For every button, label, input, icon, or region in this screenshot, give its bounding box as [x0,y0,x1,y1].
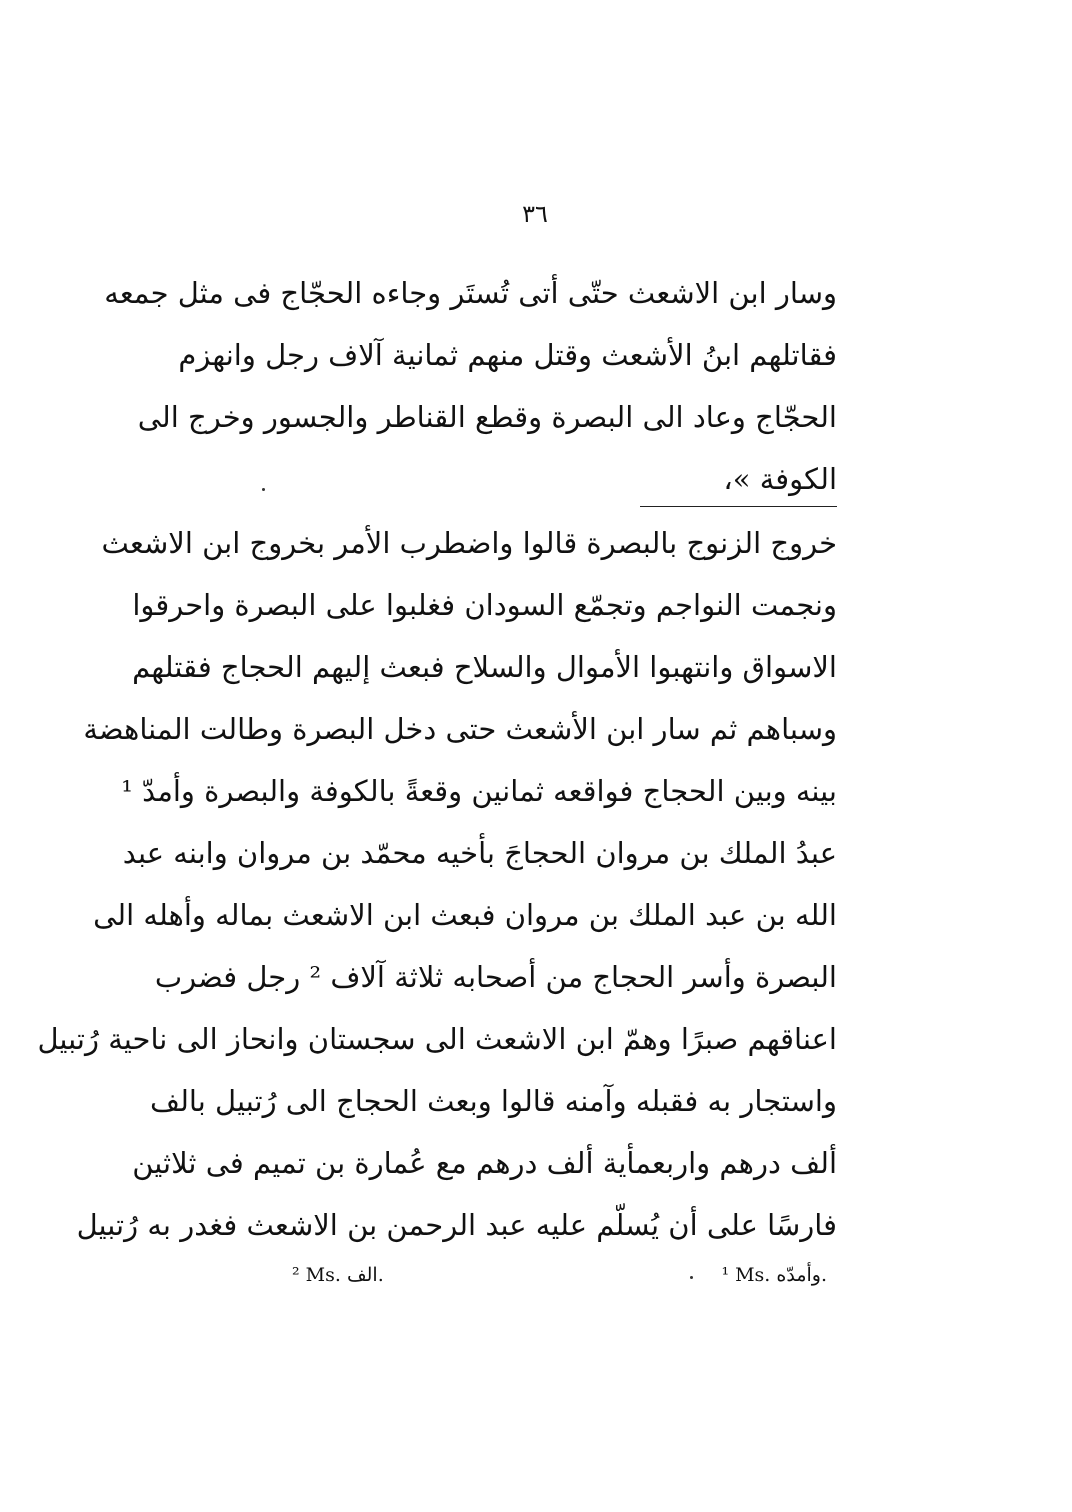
text-line: واستجار به فقبله وآمنه قالوا وبعث الحجاج الى رُتبيل بالف [150,1084,837,1118]
paragraph-1 [104,262,837,510]
scan-speck [690,1276,693,1279]
text-line: الله بن عبد الملك بن مروان فبعث ابن الاشعث بماله وأهله الى [93,898,837,932]
text-line: ونجمت النواجم وتجمّع السودان فغلبوا على البصرة واحرقوا [132,588,837,622]
text-line: الاسواق وانتهبوا الأموال والسلاح فبعث إليهم الحجاج فقتلهم [132,650,837,684]
page-number: ٣٦ [522,200,548,228]
section-divider [640,506,837,507]
text-line: فارسًا على أن يُسلّم عليه عبد الرحمن بن الاشعث فغدر به رُتبيل [76,1208,837,1242]
footnotes [232,1264,837,1304]
text-line: الحجّاج وعاد الى البصرة وقطع القناطر والجسور وخرج الى [137,400,837,434]
scan-speck [262,488,265,491]
text-line: بينه وبين الحجاج فواقعه ثمانين وقعةً بالكوفة والبصرة وأمدّ ¹ [121,774,837,808]
text-line: خروج الزنوج بالبصرة قالوا واضطرب الأمر بخروج ابن الاشعث [101,526,837,560]
text-line: ألف درهم واربعمأية ألف درهم مع عُمارة بن تميم فى ثلاثين [132,1146,837,1180]
text-line: وسار ابن الاشعث حتّى أتى تُستَر وجاءه الحجّاج فى مثل جمعه [104,276,837,310]
text-line: وسباهم ثم سار ابن الأشعث حتى دخل البصرة وطالت المناهضة [83,712,837,746]
text-line: فقاتلهم ابنُ الأشعث وقتل منهم ثمانية آلاف رجل وانهزم [178,338,837,372]
text-line: الكوفة »، [723,462,837,496]
text-line: اعناقهم صبرًا وهمّ ابن الاشعث الى سجستان وانحاز الى ناحية رُتبيل [37,1022,837,1056]
footnote-1: ¹ Ms. وأمدّه. [721,1264,827,1286]
footnote-2: ² Ms. الف. [292,1264,384,1286]
paragraph-2 [37,512,837,1256]
text-line: البصرة وأسر الحجاج من أصحابه ثلاثة آلاف ² رجل فضرب [154,960,837,994]
text-line: عبدُ الملك بن مروان الحجاجَ بأخيه محمّد بن مروان وابنه عبد [122,836,837,870]
